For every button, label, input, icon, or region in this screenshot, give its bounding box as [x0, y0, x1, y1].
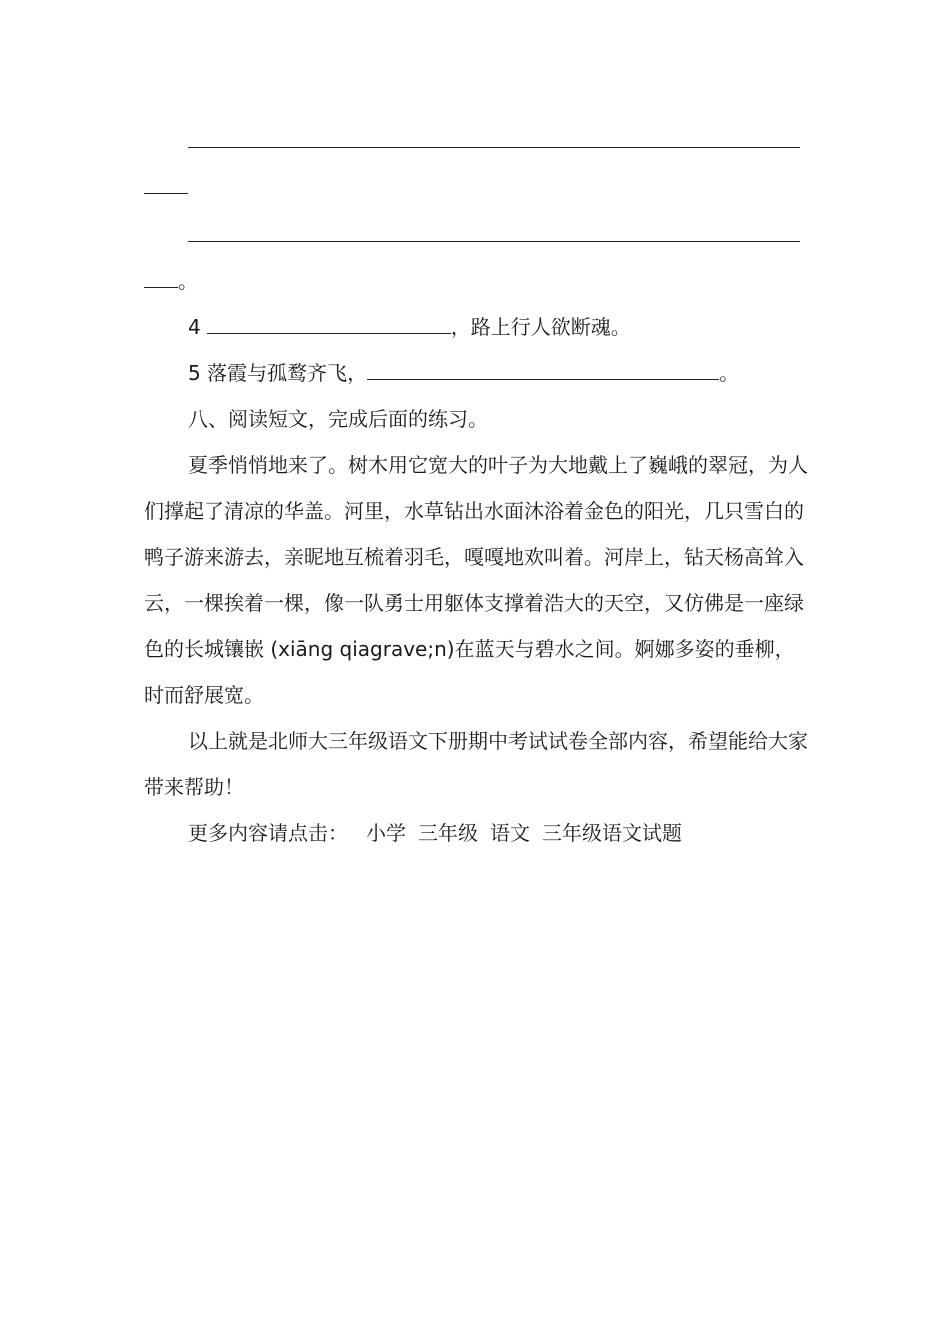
- link-chinese[interactable]: 语文: [490, 821, 530, 845]
- link-primary-school[interactable]: 小学: [366, 821, 406, 845]
- link-grade-three[interactable]: 三年级: [418, 821, 478, 845]
- blank-underline: [144, 167, 188, 194]
- item-4-text: ，路上行人欲断魂。: [450, 315, 631, 339]
- blank-underline: [188, 215, 800, 242]
- answer-blank-line-1a: [144, 118, 810, 164]
- question-item-4: [144, 304, 810, 350]
- section-8-heading: 八、阅读短文，完成后面的练习。: [188, 407, 488, 431]
- blank-underline: [188, 121, 800, 148]
- question-item-5: [144, 350, 810, 396]
- item-5-end: 。: [719, 361, 740, 385]
- blank-line-end-text: 。: [178, 269, 198, 293]
- answer-blank-line-1b: [144, 164, 810, 210]
- reading-passage: 夏季悄悄地来了。树木用它宽大的叶子为大地戴上了巍峨的翠冠，为人们撑起了清凉的华盖。河里，水草钻出水面沐浴着金色的阳光，几只雪白的鸭子游来游去，亲昵地互梳着羽毛，嘎嘎地欢叫着。河岸上，钻天杨高耸入云，一棵挨着一棵，像一队勇士用躯体支撑着浩大的天空，又仿佛是一座绿色的长城镶嵌 (xiāng qiagrave;n)在蓝天与碧水之间。婀娜多姿的垂柳，时而舒展宽。: [144, 453, 808, 707]
- item-5-text: 5 落霞与孤鹜齐飞，: [188, 361, 368, 385]
- more-links-row: [144, 810, 810, 856]
- more-links-lead: 更多内容请点击：: [188, 821, 348, 845]
- link-grade-three-chinese-tests[interactable]: 三年级语文试题: [542, 821, 682, 845]
- blank-underline: [144, 261, 178, 288]
- closing-text: 以上就是北师大三年级语文下册期中考试试卷全部内容，希望能给大家带来帮助！: [144, 729, 808, 799]
- answer-blank-line-2a: [144, 212, 810, 258]
- blank-underline: [367, 353, 719, 380]
- blank-underline: [207, 307, 451, 334]
- document-body: [144, 118, 810, 856]
- item-4-number: 4: [188, 315, 201, 339]
- answer-blank-line-2b: [144, 258, 810, 304]
